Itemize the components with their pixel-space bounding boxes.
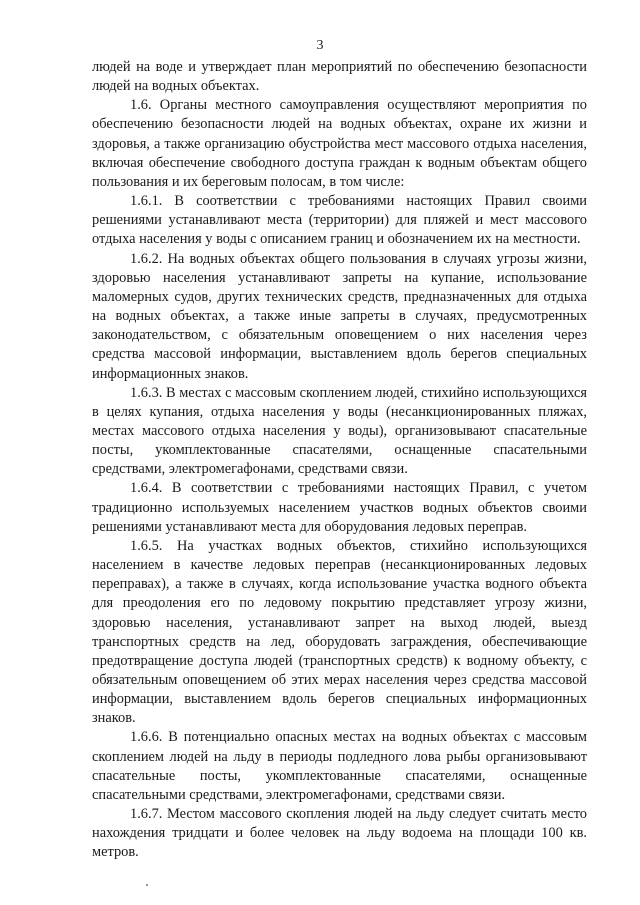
paragraph-1-6-3: 1.6.3. В местах с массовым скоплением людей, стихийно использующихся в целях купания, отдыха населения у воды (несанкционированных пляжах, местах массового отдыха населения у воды), организовывают спасательные посты, укомплектованные спасателями, оснащенные спасательными средствами, электромегафонами, средствами связи. — [92, 384, 587, 478]
paragraph-1-6-5: 1.6.5. На участках водных объектов, стихийно использующихся населением в качестве ледовых переправ (несанкционированных ледовых переправах), а также в случаях, когда использование участка водного объекта для преодоления его по ледовому покрытию представляет угрозу жизни, здоровью населения, устанавливают запрет на выход людей, выезд транспортных средств на лед, оборудовать заграждения, обеспечивающие предотвращение доступа людей (транспортных средств) к водному объекту, с обязательным оповещением об этих мерах населения через средства массовой информации, выставлением вдоль берегов специальных информационных знаков. — [92, 537, 587, 727]
paragraph-1-6-1: 1.6.1. В соответствии с требованиями настоящих Правил своими решениями устанавливают места (территории) для пляжей и мест массового отдыха населения у воды с описанием границ и обозначением их на местности. — [92, 193, 587, 248]
paragraph-1-6-6: 1.6.6. В потенциально опасных местах на водных объектах с массовым скоплением людей на льду в периоды подледного лова рыбы организовывают спасательные посты, укомплектованные спасателями, оснащенные спасательными средствами, электромегафонами, средствами связи. — [92, 729, 587, 803]
paragraph-continuation: людей на воде и утверждает план мероприятий по обеспечению безопасности людей на водных объектах. — [92, 59, 587, 95]
paragraph-1-6: 1.6. Органы местного самоуправления осуществляют мероприятия по обеспечению безопасности людей на водных объектах, охране их жизни и здоровья, а также организацию обустройства мест массового отдыха населения, включая обеспечение свободного доступа граждан к водным объектам общего пользования и их береговым полосам, в том числе: — [92, 97, 587, 190]
page-number: 3 — [316, 38, 324, 53]
paragraph-1-6-4: 1.6.4. В соответствии с требованиями настоящих Правил, с учетом традиционно используемых населением участков водных объектов своими решениями устанавливают места для оборудования ледовых переправ. — [92, 480, 587, 535]
paragraph-1-6-7: 1.6.7. Местом массового скопления людей на льду следует считать место нахождения тридцати и более человек на льду водоема на площади 100 кв. метров. — [92, 806, 587, 861]
document-body — [92, 58, 587, 863]
paragraph-1-6-2: 1.6.2. На водных объектах общего пользования в случаях угрозы жизни, здоровью населения устанавливают запреты на купание, использование маломерных судов, других технических средств, предназначенных для отдыха на водных объектах, а также иные запреты в случаях, предусмотренных законодательством, с обязательным оповещением о них населения через средства массовой информации, выставлением вдоль берегов специальных информационных знаков. — [92, 250, 587, 382]
scan-speck — [146, 884, 148, 886]
